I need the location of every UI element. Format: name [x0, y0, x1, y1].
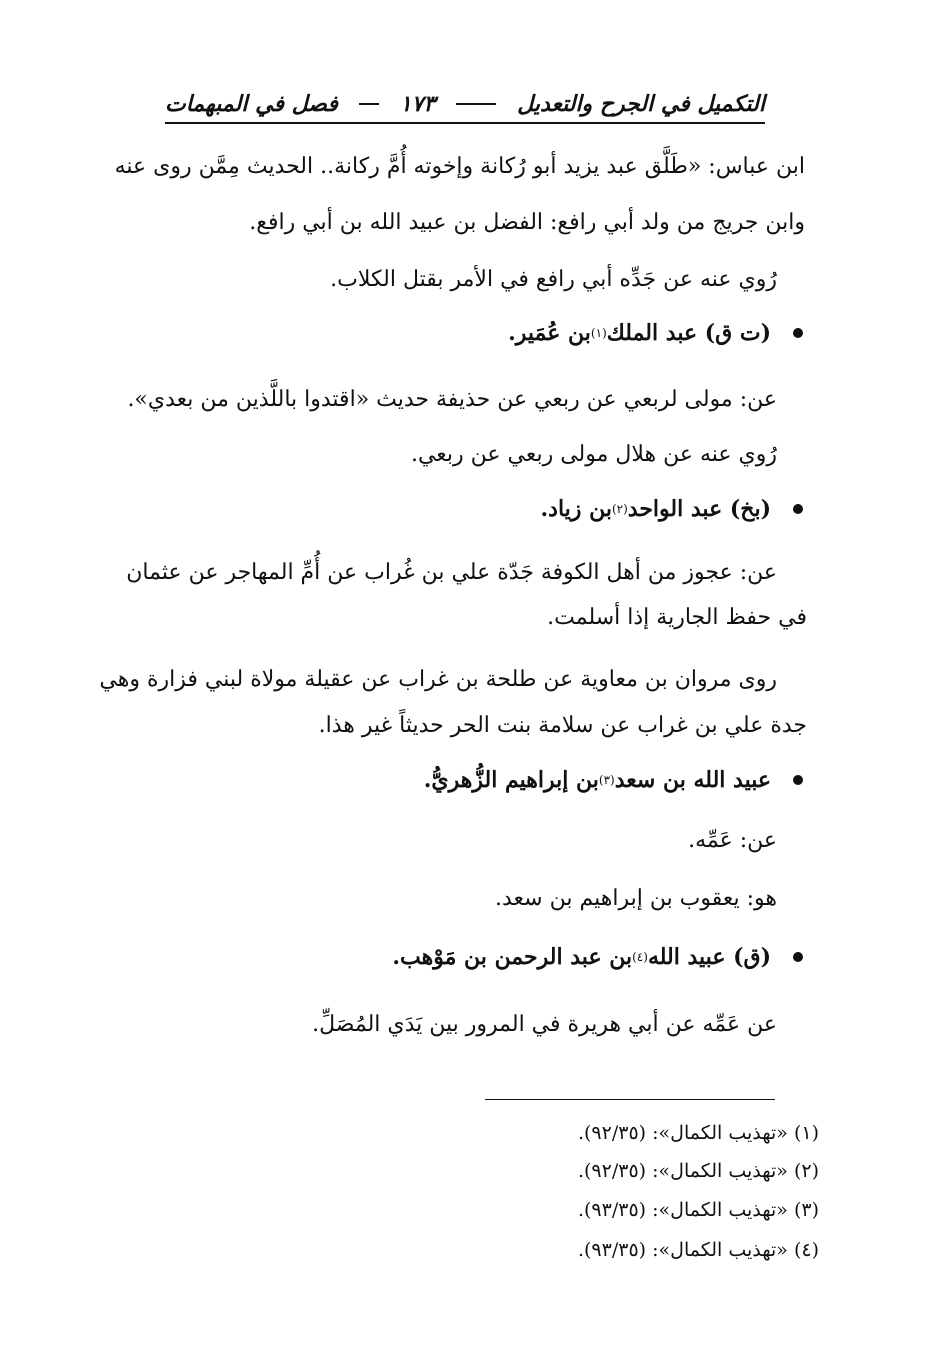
- header-rule: [165, 122, 765, 124]
- body-line: جدة علي بن غراب عن سلامة بنت الحر حديثاً غير هذا.: [318, 713, 807, 738]
- book-title: التكميل في الجرح والتعديل: [517, 91, 765, 117]
- footnote-ref: (٤): [632, 950, 648, 964]
- footnote-separator: [485, 1099, 775, 1100]
- entry-name-suffix: بن عبد الرحمن بن مَوْهب.: [392, 944, 633, 970]
- body-line: عن: عَمِّه.: [688, 828, 777, 853]
- running-header: [165, 84, 765, 124]
- body-line: رُوي عنه عن جَدِّه أبي رافع في الأمر بقتل الكلاب.: [330, 267, 777, 292]
- header-dash: [359, 103, 379, 105]
- entry-heading: [541, 494, 803, 524]
- section-title: فصل في المبهمات: [165, 91, 338, 117]
- body-line: في حفظ الجارية إذا أسلمت.: [547, 605, 807, 630]
- entry-name: عبيد الله بن سعد: [614, 767, 771, 793]
- page-number: ١٧٣: [399, 91, 436, 117]
- body-line: وابن جريج من ولد أبي رافع: الفضل بن عبيد الله بن أبي رافع.: [249, 210, 805, 235]
- header-dash: [456, 103, 496, 105]
- footnote: (٤) «تهذيب الكمال»: (٩٣/٣٥).: [577, 1239, 819, 1261]
- bullet-icon: [793, 328, 803, 338]
- bullet-icon: [793, 952, 803, 962]
- body-line: عن: عجوز من أهل الكوفة جَدّة علي بن غُراب عن أُمِّ المهاجر عن عثمان: [126, 560, 777, 585]
- body-line: هو: يعقوب بن إبراهيم بن سعد.: [495, 886, 777, 911]
- footnote: (٢) «تهذيب الكمال»: (٩٢/٣٥).: [577, 1160, 819, 1182]
- entry-name: (ق) عبيد الله: [647, 944, 771, 970]
- entry-heading: [508, 318, 803, 348]
- entry-name-suffix: بن عُمَير.: [508, 320, 591, 346]
- body-line: عن عَمِّه عن أبي هريرة في المرور بين يَدَي المُصَلِّ.: [312, 1012, 777, 1037]
- entry-heading: [392, 942, 803, 972]
- entry-name-suffix: بن زياد.: [540, 496, 612, 522]
- footnote: (٣) «تهذيب الكمال»: (٩٣/٣٥).: [577, 1199, 819, 1221]
- body-line: عن: مولى لربعي عن ربعي عن حذيفة حديث «اقتدوا باللَّذين من بعدي».: [127, 387, 777, 412]
- entry-name-suffix: بن إبراهيم الزُّهريُّ.: [423, 767, 599, 793]
- footnote: (١) «تهذيب الكمال»: (٩٢/٣٥).: [577, 1122, 819, 1144]
- bullet-icon: [793, 775, 803, 785]
- bullet-icon: [793, 504, 803, 514]
- entry-name: (بخ) عبد الواحد: [627, 496, 771, 522]
- body-line: روى مروان بن معاوية عن طلحة بن غراب عن عقيلة مولاة لبني فزارة وهي: [99, 667, 777, 692]
- entry-heading: [424, 765, 803, 795]
- footnote-ref: (١): [590, 326, 607, 340]
- body-line: ابن عباس: «طَلَّق عبد يزيد أبو رُكانة وإخوته أُمَّ ركانة.. الحديث مِمَّن روى عنه: [114, 154, 805, 179]
- body-line: رُوي عنه عن هلال مولى ربعي عن ربعي.: [410, 442, 777, 467]
- footnote-ref: (٢): [611, 502, 628, 516]
- entry-name: (ت ق) عبد الملك: [606, 320, 771, 346]
- footnote-ref: (٣): [598, 773, 615, 787]
